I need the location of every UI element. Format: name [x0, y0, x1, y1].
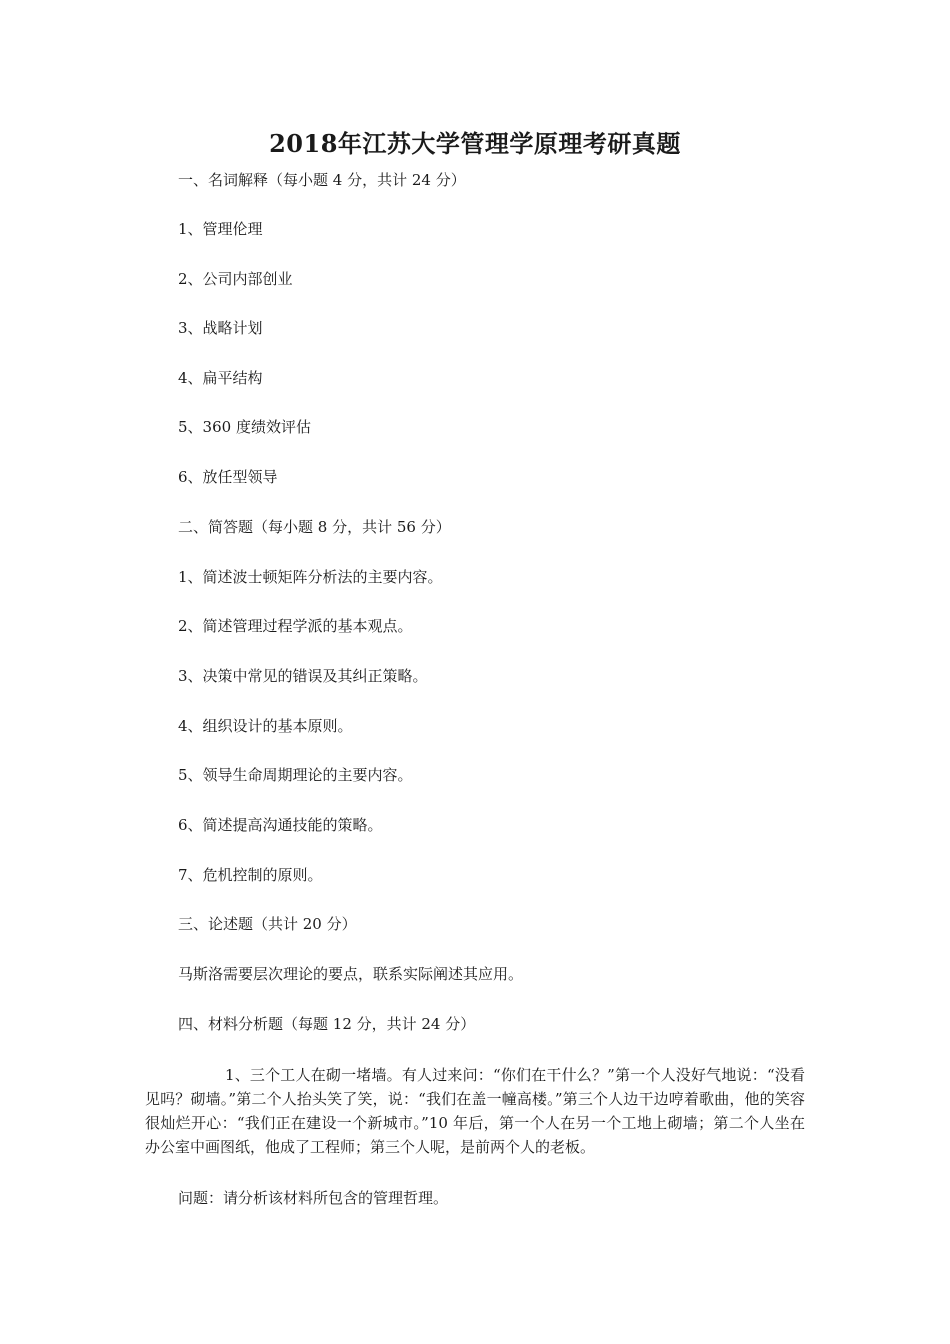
definition-item: 2、公司内部创业 [178, 270, 293, 288]
section-heading-definitions: 一、名词解释（每小题 4 分，共计 24 分） [178, 171, 466, 189]
case-material-paragraph: 1、三个工人在砌一堵墙。有人过来问：“你们在干什么？”第一个人没好气地说：“没看见吗？砌墙。”第二个人抬头笑了笑，说：“我们在盖一幢高楼。”第三个人边干边哼着歌曲，他的笑容很灿烂开心：“我们正在建设一个新城市。”10 年后，第一个人在另一个工地上砌墙；第二个人坐在办公室中画图纸，他成了工程师；第三个人呢，是前两个人的老板。 [145, 1066, 805, 1156]
essay-question: 马斯洛需要层次理论的要点，联系实际阐述其应用。 [178, 965, 524, 983]
short-answer-item: 2、简述管理过程学派的基本观点。 [178, 617, 413, 635]
section-heading-essay: 三、论述题（共计 20 分） [178, 915, 357, 933]
section-heading-short-answer: 二、简答题（每小题 8 分，共计 56 分） [178, 518, 451, 536]
short-answer-item: 1、简述波士顿矩阵分析法的主要内容。 [178, 568, 443, 586]
short-answer-item: 3、决策中常见的错误及其纠正策略。 [178, 667, 428, 685]
definition-item: 4、扁平结构 [178, 369, 263, 387]
short-answer-item: 4、组织设计的基本原则。 [178, 717, 353, 735]
short-answer-item: 5、领导生命周期理论的主要内容。 [178, 766, 413, 784]
short-answer-item: 6、简述提高沟通技能的策略。 [178, 816, 383, 834]
case-question: 问题：请分析该材料所包含的管理哲理。 [178, 1189, 449, 1207]
section-heading-case-analysis: 四、材料分析题（每题 12 分，共计 24 分） [178, 1015, 476, 1033]
short-answer-item: 7、危机控制的原则。 [178, 866, 323, 884]
definition-item: 1、管理伦理 [178, 220, 263, 238]
definition-item: 5、360 度绩效评估 [178, 418, 311, 436]
definition-item: 3、战略计划 [178, 319, 263, 337]
definition-item: 6、放任型领导 [178, 468, 278, 486]
document-title: 2018年江苏大学管理学原理考研真题 [269, 129, 681, 158]
